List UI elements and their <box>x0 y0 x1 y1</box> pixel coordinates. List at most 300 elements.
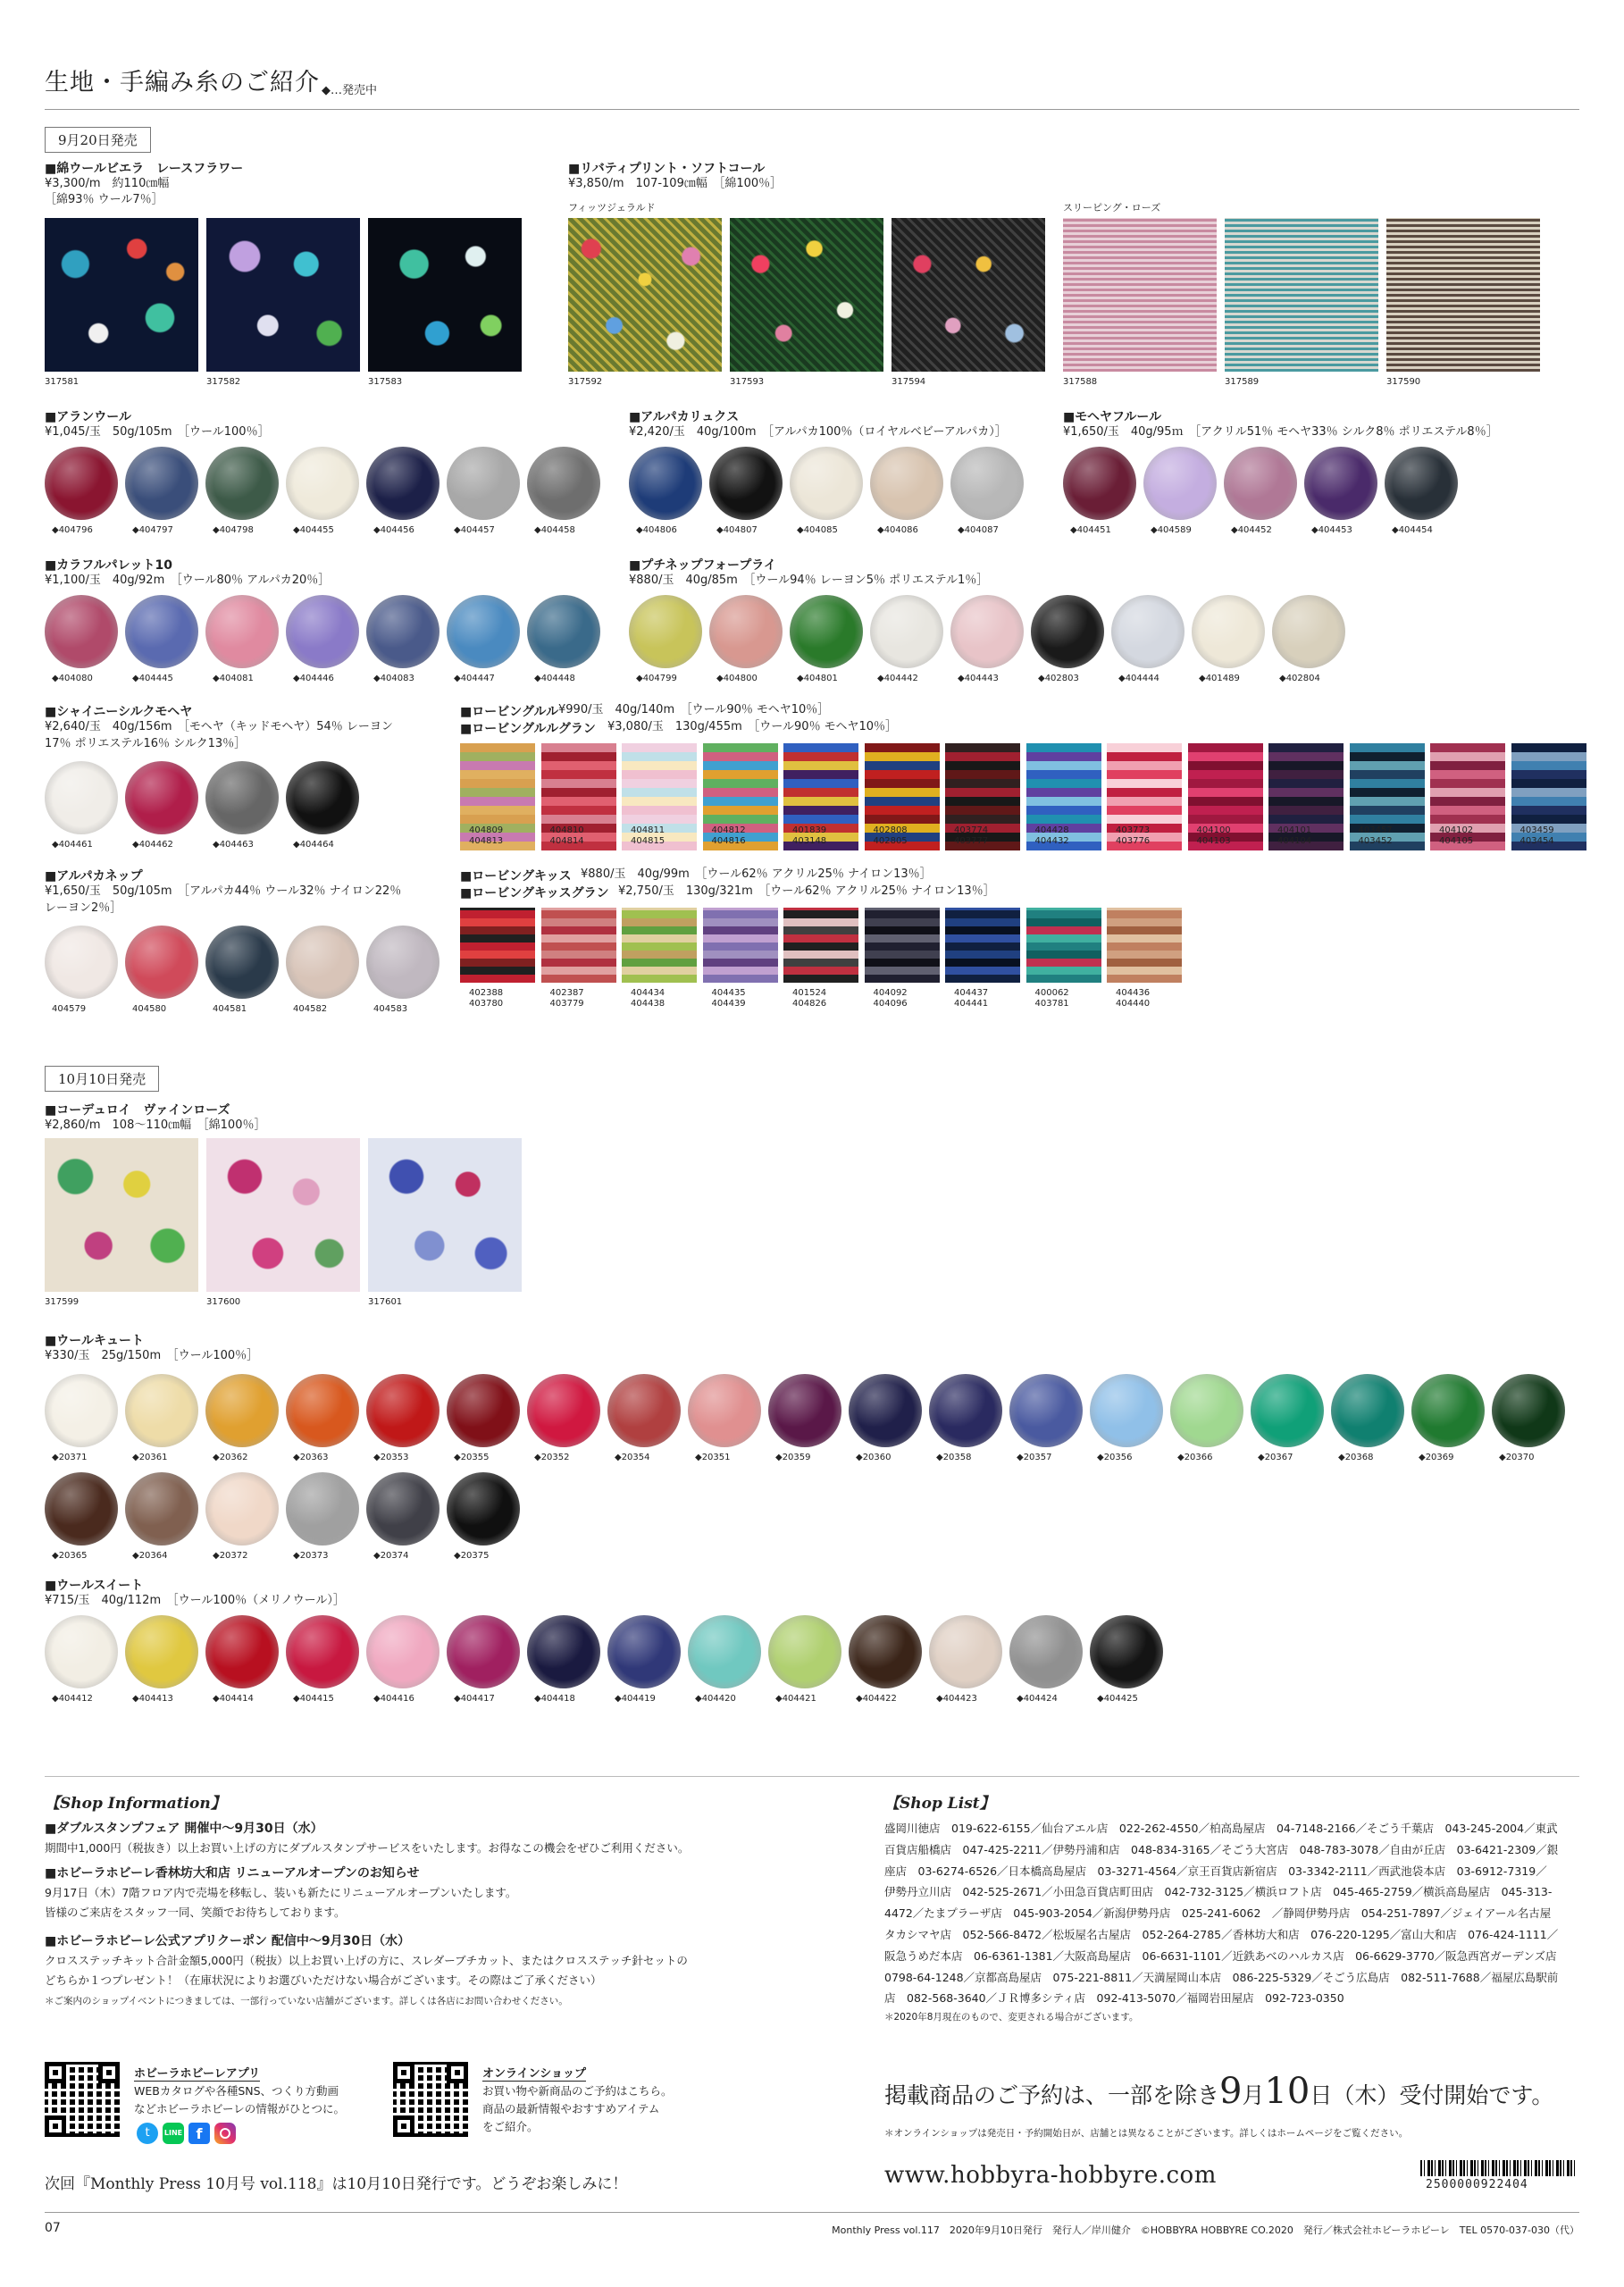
yarn-code: ◆404801 <box>797 674 838 683</box>
product-name: ■シャイニーシルクモヘヤ <box>45 705 193 719</box>
yarn-code: ◆404799 <box>636 674 677 683</box>
yarn-ball <box>1090 1615 1163 1688</box>
yarn-code: 404582 <box>293 1004 328 1014</box>
qr-corner <box>447 2062 468 2083</box>
header-note: ◆…発売中 <box>322 84 377 97</box>
product-price: ¥1,045/玉 50g/105m ［ウール100％］ <box>45 425 270 439</box>
app-title: ホビーラホビーレアプリ <box>134 2064 260 2082</box>
shop-list-line: タカシマヤ店 052-566-8472／松坂屋名古屋店 052-264-2785／香林坊大和店 076-220-1295／富山大和店 076-424-1111／ <box>884 1927 1559 1941</box>
yarn-code: ◆404461 <box>52 840 93 850</box>
yarn-ball <box>45 595 118 668</box>
shop-info-title: 【Shop Information】 <box>45 1795 226 1813</box>
fabric-code: 317592 <box>568 377 603 387</box>
instagram-icon[interactable] <box>214 2123 236 2144</box>
yarn-swatch <box>783 908 858 983</box>
yarn-code: ◆404798 <box>213 525 254 535</box>
yarn-code: ◆404417 <box>454 1694 495 1704</box>
yarn-ball <box>849 1615 922 1688</box>
yarn-code: ◆402803 <box>1038 674 1079 683</box>
yarn-code: ◆404422 <box>856 1694 897 1704</box>
yarn-ball <box>45 761 118 834</box>
product-name: ■ロービングルル <box>460 705 559 719</box>
yarn-ball <box>950 595 1024 668</box>
yarn-ball <box>205 1615 279 1688</box>
yarn-code: ◆404457 <box>454 525 495 535</box>
qr-corner <box>393 2115 414 2137</box>
barcode-number: 2500000922404 <box>1426 2178 1528 2191</box>
product-name: ■コーデュロイ ヴァインローズ <box>45 1103 230 1118</box>
product-price: ¥3,850/m 107-109㎝幅 ［綿100％］ <box>568 177 783 190</box>
yarn-code: 402388 403780 <box>469 988 504 1009</box>
yarn-code: ◆404456 <box>373 525 414 535</box>
yarn-ball <box>1063 447 1136 520</box>
online-title: オンラインショップ <box>482 2064 586 2082</box>
yarn-code: ◆404081 <box>213 674 254 683</box>
product-name: ■ウールスイート <box>45 1579 144 1593</box>
yarn-code: ◆404423 <box>936 1694 977 1704</box>
yarn-ball <box>709 447 783 520</box>
product-name: ■アランウール <box>45 410 131 424</box>
yarn-ball <box>205 1472 279 1546</box>
yarn-ball <box>125 447 198 520</box>
yarn-code: ◆20352 <box>534 1453 570 1462</box>
yarn-code: ◆404448 <box>534 674 575 683</box>
reserve-text: 日（木）受付開始です。 <box>1310 2082 1554 2108</box>
yarn-code: 402808 402805 <box>873 825 908 846</box>
product-name: ■モヘヤフルール <box>1063 410 1162 424</box>
yarn-code: ◆404444 <box>1118 674 1159 683</box>
fabric-code: 317601 <box>368 1297 403 1307</box>
product-price: ¥1,100/玉 40g/92m ［ウール80％ アルパカ20％］ <box>45 574 331 587</box>
yarn-code: 404811 404815 <box>631 825 666 846</box>
yarn-ball <box>768 1615 841 1688</box>
yarn-code: ◆20371 <box>52 1453 88 1462</box>
yarn-code: ◆404447 <box>454 674 495 683</box>
yarn-code: 404579 <box>52 1004 87 1014</box>
yarn-code: ◆20355 <box>454 1453 490 1462</box>
yarn-code: 401839 403148 <box>792 825 827 846</box>
yarn-ball <box>870 447 943 520</box>
info-heading: ■ダブルスタンプフェア 開催中〜9月30日（水） <box>45 1822 323 1836</box>
yarn-ball <box>629 447 702 520</box>
yarn-code: ◆20353 <box>373 1453 409 1462</box>
shop-list-line: 伊勢丹立川店 042-525-2671／小田急百貨店町田店 042-732-3125／横浜ロフト店 045-465-2759／横浜高島屋店 045-313- <box>884 1885 1553 1899</box>
yarn-code: 403773 403776 <box>1116 825 1151 846</box>
yarn-ball <box>1224 447 1297 520</box>
yarn-code: ◆404797 <box>132 525 173 535</box>
fabric-subtitle: スリーピング・ローズ <box>1063 202 1161 214</box>
yarn-code: 404581 <box>213 1004 247 1014</box>
online-text: お買い物や新商品のご予約はこちら。 <box>482 2084 673 2098</box>
yarn-code: 404435 404439 <box>711 988 746 1009</box>
shop-list-line: 盛岡川徳店 019-622-6155／仙台アエル店 022-262-4550／柏高島屋店 04-7148-2166／そごう千葉店 043-245-2004／東武 <box>884 1822 1558 1835</box>
yarn-ball <box>205 595 279 668</box>
yarn-ball <box>527 595 600 668</box>
yarn-ball <box>447 1472 520 1546</box>
yarn-ball <box>1090 1374 1163 1447</box>
fabric-code: 317590 <box>1386 377 1421 387</box>
yarn-swatch <box>703 908 778 983</box>
info-text: クロスステッチキット合計金額5,000円（税抜）以上お買い上げの方に、スレダーブチカット、またはクロスステッチ針セットの <box>45 1954 688 1967</box>
yarn-swatch <box>541 908 616 983</box>
yarn-code: 404583 <box>373 1004 408 1014</box>
yarn-code: ◆20375 <box>454 1551 490 1561</box>
fabric-swatch <box>892 218 1045 372</box>
yarn-ball <box>1111 595 1185 668</box>
yarn-code: ◆404412 <box>52 1694 93 1704</box>
yarn-ball <box>929 1615 1002 1688</box>
yarn-ball <box>1331 1374 1404 1447</box>
yarn-code: 402387 403779 <box>549 988 584 1009</box>
fabric-swatch <box>45 218 198 372</box>
page-number: 07 <box>45 2221 61 2235</box>
yarn-code: ◆404453 <box>1311 525 1352 535</box>
fabric-subtitle: フィッツジェラルド <box>568 202 656 214</box>
yarn-code: 401524 404826 <box>792 988 827 1009</box>
app-text: などホビーラホビーレの情報がひとつに。 <box>134 2102 346 2115</box>
yarn-ball <box>1251 1374 1324 1447</box>
product-name: ■ロービングキッスグラン <box>460 886 609 901</box>
fabric-code: 317594 <box>892 377 926 387</box>
info-text: 皆様のご来店をスタッフ一同、笑顔でお待ちしております。 <box>45 1906 346 1919</box>
yarn-ball <box>45 447 118 520</box>
yarn-code: ◆20357 <box>1017 1453 1052 1462</box>
yarn-ball <box>366 1615 439 1688</box>
yarn-code: ◆20361 <box>132 1453 168 1462</box>
yarn-ball <box>125 1472 198 1546</box>
info-heading: ■ホビーラホビーレ公式アプリクーポン 配信中〜9月30日（水） <box>45 1934 411 1948</box>
twitter-icon[interactable]: t <box>137 2123 158 2144</box>
product-name: ■プチネップフォープライ <box>629 558 776 573</box>
yarn-code: ◆404445 <box>132 674 173 683</box>
shop-list-line: 0798-64-1248／京都高島屋店 075-221-8811／天満屋岡山本店 086-225-5329／そごう広島店 082-511-7688／福屋広島駅前 <box>884 1970 1559 1984</box>
yarn-code: ◆404413 <box>132 1694 173 1704</box>
yarn-ball <box>1272 595 1345 668</box>
online-text: をご紹介。 <box>482 2120 539 2133</box>
yarn-ball <box>1492 1374 1565 1447</box>
yarn-ball <box>1385 447 1458 520</box>
fabric-code: 317588 <box>1063 377 1098 387</box>
yarn-ball <box>366 1472 439 1546</box>
info-note: ＊ご案内のショップイベントにつきましては、一部行っていない店舗がございます。詳しくは各店にお問い合わせください。 <box>45 1996 568 2006</box>
yarn-ball <box>45 1615 118 1688</box>
yarn-ball <box>1031 595 1104 668</box>
yarn-code: 404428 404432 <box>1034 825 1069 846</box>
yarn-code: ◆20367 <box>1258 1453 1293 1462</box>
product-price: 17％ ポリエステル16％ シルク13％］ <box>45 737 247 750</box>
yarn-code: ◆20363 <box>293 1453 329 1462</box>
product-name: ■綿ウールビエラ レースフラワー <box>45 162 244 176</box>
yarn-ball <box>527 1374 600 1447</box>
yarn-code: ◆404446 <box>293 674 334 683</box>
yarn-ball <box>125 1615 198 1688</box>
website-link[interactable]: www.hobbyra-hobbyre.com <box>884 2162 1217 2189</box>
yarn-code: ◆20356 <box>1097 1453 1133 1462</box>
shop-list <box>884 1818 1581 2009</box>
yarn-ball <box>447 595 520 668</box>
barcode-icon <box>1420 2160 1578 2176</box>
product-price: ¥715/玉 40g/112m ［ウール100％（メリノウール）］ <box>45 1594 345 1607</box>
product-name: ■ウールキュート <box>45 1334 144 1348</box>
yarn-ball <box>205 761 279 834</box>
yarn-ball <box>607 1615 681 1688</box>
shop-list-line: 阪急うめだ本店 06-6361-1381／大阪高島屋店 06-6631-1101／近鉄あべのハルカス店 06-6629-3770／阪急西宮ガーデンズ店 <box>884 1948 1557 1963</box>
reserve-day: 10 <box>1264 2071 1310 2112</box>
yarn-code: ◆20364 <box>132 1551 168 1561</box>
yarn-ball <box>1009 1615 1083 1688</box>
fabric-swatch <box>368 1138 522 1292</box>
fabric-swatch <box>1225 218 1378 372</box>
yarn-swatch <box>622 908 697 983</box>
yarn-code: 400062 403781 <box>1034 988 1069 1009</box>
product-name: ■ロービングキッス <box>460 869 572 884</box>
product-price: ¥1,650/玉 50g/105m ［アルパカ44％ ウール32％ ナイロン22％ <box>45 884 402 898</box>
yarn-code: 404809 404813 <box>469 825 504 846</box>
yarn-code: 404092 404096 <box>873 988 908 1009</box>
yarn-ball <box>870 595 943 668</box>
yarn-ball <box>790 447 863 520</box>
yarn-code: ◆404807 <box>716 525 758 535</box>
yarn-code: ◆20362 <box>213 1453 248 1462</box>
yarn-ball <box>688 1615 761 1688</box>
yarn-code: ◆404083 <box>373 674 414 683</box>
yarn-code: ◆404800 <box>716 674 758 683</box>
reserve-month: 9 <box>1219 2071 1243 2112</box>
line-icon[interactable]: LINE <box>163 2123 184 2144</box>
app-text: WEBカタログや各種SNS、つくり方動画 <box>134 2084 339 2098</box>
qr-corner <box>45 2062 66 2083</box>
footer-rule <box>45 2212 1579 2213</box>
yarn-ball <box>366 595 439 668</box>
qr-corner <box>45 2115 66 2137</box>
yarn-ball <box>366 1374 439 1447</box>
product-price: ¥880/玉 40g/99m ［ウール62％ アクリル25％ ナイロン13％］ <box>581 867 932 881</box>
product-name: ■ロービングルルグラン <box>460 722 596 736</box>
yarn-code: 403459 403454 <box>1519 825 1554 846</box>
product-price: ¥2,860/m 108〜110㎝幅 ［綿100％］ <box>45 1118 266 1132</box>
yarn-ball <box>1304 447 1377 520</box>
header-rule <box>45 109 1579 110</box>
product-price: ¥2,420/玉 40g/100m ［アルパカ100％（ロイヤルベビーアルパカ）］ <box>629 425 1007 439</box>
yarn-code: ◆404458 <box>534 525 575 535</box>
date-label-oct: 10月10日発売 <box>45 1066 159 1092</box>
yarn-code: ◆404464 <box>293 840 334 850</box>
page-title: 生地・手編み糸のご紹介 <box>45 69 320 96</box>
yarn-ball <box>1009 1374 1083 1447</box>
yarn-code: 404434 404438 <box>631 988 666 1009</box>
qr-corner <box>98 2062 120 2083</box>
info-rule <box>45 1776 1579 1777</box>
product-name: ■カラフルパレット10 <box>45 558 173 573</box>
yarn-code: ◆404414 <box>213 1694 254 1704</box>
yarn-ball <box>929 1374 1002 1447</box>
shop-list-title: 【Shop List】 <box>884 1795 995 1813</box>
yarn-code: ◆20360 <box>856 1453 892 1462</box>
yarn-ball <box>125 1374 198 1447</box>
yarn-swatch <box>945 908 1020 983</box>
reserve-text: 掲載商品のご予約は、一部を除き <box>884 2082 1220 2108</box>
yarn-ball <box>768 1374 841 1447</box>
fabric-swatch <box>568 218 722 372</box>
yarn-ball <box>286 761 359 834</box>
yarn-code: 403774 403777 <box>954 825 989 846</box>
yarn-code: ◆404419 <box>615 1694 656 1704</box>
fabric-swatch <box>368 218 522 372</box>
yarn-swatch <box>1107 908 1182 983</box>
yarn-code: ◆20359 <box>775 1453 811 1462</box>
yarn-swatch <box>460 908 535 983</box>
yarn-code: 404100 404103 <box>1196 825 1231 846</box>
fabric-swatch <box>206 1138 360 1292</box>
yarn-code: ◆20358 <box>936 1453 972 1462</box>
reserve-text: 月 <box>1242 2082 1265 2108</box>
yarn-ball <box>527 1615 600 1688</box>
yarn-code: ◆404080 <box>52 674 93 683</box>
fabric-swatch <box>730 218 883 372</box>
yarn-ball <box>286 1374 359 1447</box>
yarn-code: ◆404452 <box>1231 525 1272 535</box>
info-text: 期間中1,000円（税抜き）以上お買い上げの方にダブルスタンプサービスをいたします。お得なこの機会をぜひご利用ください。 <box>45 1841 690 1855</box>
yarn-ball <box>527 447 600 520</box>
yarn-code: ◆404454 <box>1392 525 1433 535</box>
yarn-swatch <box>865 908 940 983</box>
info-text: 9月17日（木）7階フロア内で売場を移転し、装いも新たにリニューアルオープンいたします。 <box>45 1886 517 1899</box>
shop-list-line: 座店 03-6274-6526／日本橋高島屋店 03-3271-4564／京王百貨店新宿店 03-3342-2111／西武池袋本店 03-6912-7319／ <box>884 1864 1547 1878</box>
fabric-code: 317582 <box>206 377 241 387</box>
yarn-ball <box>125 926 198 999</box>
info-text: どちらか１つプレゼント！（在庫状況によりお選びいただけない場合がございます。その際はご了承ください） <box>45 1973 602 1987</box>
yarn-code: ◆404415 <box>293 1694 334 1704</box>
product-price: ¥330/玉 25g/150m ［ウール100％］ <box>45 1349 259 1362</box>
facebook-icon[interactable]: f <box>188 2123 210 2144</box>
product-name: ■リバティプリント・ソフトコール <box>568 162 766 176</box>
date-label-sept: 9月20日発売 <box>45 127 151 153</box>
product-price: ¥2,640/玉 40g/156m ［モヘヤ（キッドモヘヤ）54％ レーヨン <box>45 720 393 733</box>
yarn-code: ◆404420 <box>695 1694 736 1704</box>
product-price: ¥2,750/玉 130g/321m ［ウール62％ アクリル25％ ナイロン13％］ <box>618 884 995 898</box>
yarn-code: ◆404087 <box>958 525 999 535</box>
fabric-code: 317589 <box>1225 377 1260 387</box>
yarn-ball <box>286 1472 359 1546</box>
shop-list-line: 百貨店船橋店 047-425-2211／伊勢丹浦和店 048-834-3165／そごう大宮店 048-783-3078／自由が丘店 03-6421-2309／銀 <box>884 1842 1559 1856</box>
yarn-code: 404102 404105 <box>1439 825 1474 846</box>
fabric-code: 317583 <box>368 377 403 387</box>
yarn-ball <box>125 595 198 668</box>
yarn-ball <box>447 1374 520 1447</box>
yarn-ball <box>950 447 1024 520</box>
yarn-ball <box>447 1615 520 1688</box>
yarn-ball <box>366 926 439 999</box>
product-price: ¥3,080/玉 130g/455m ［ウール90％ モヘヤ10％］ <box>607 720 897 733</box>
yarn-ball <box>447 447 520 520</box>
reserve-banner <box>884 2071 1553 2112</box>
yarn-code: ◆402804 <box>1279 674 1320 683</box>
yarn-code: ◆404442 <box>877 674 918 683</box>
yarn-code: ◆404796 <box>52 525 93 535</box>
yarn-code: ◆20365 <box>52 1551 88 1561</box>
product-price: ¥880/玉 40g/85m ［ウール94％ レーヨン5％ ポリエステル1％］ <box>629 574 989 587</box>
shop-list-line: 4472／たまプラーザ店 045-903-2054／新潟伊勢丹店 025-241-6062 ／静岡伊勢丹店 054-251-7897／ジェイアール名古屋 <box>884 1906 1552 1921</box>
fabric-swatch <box>1063 218 1217 372</box>
yarn-ball <box>1170 1374 1243 1447</box>
fabric-code: 317600 <box>206 1297 241 1307</box>
yarn-ball <box>1411 1374 1485 1447</box>
yarn-code: ◆404425 <box>1097 1694 1138 1704</box>
yarn-code: 404437 404441 <box>954 988 989 1009</box>
product-price: ¥3,300/m 約110㎝幅 <box>45 177 170 190</box>
yarn-ball <box>849 1374 922 1447</box>
yarn-code: ◆404455 <box>293 525 334 535</box>
yarn-swatch <box>1026 908 1101 983</box>
yarn-ball <box>366 447 439 520</box>
next-issue: 次回『Monthly Press 10月号 vol.118』は10月10日発行です。どうぞお楽しみに！ <box>45 2175 628 2193</box>
product-name: ■アルパカネップ <box>45 869 143 884</box>
yarn-code: 404101 404104 <box>1277 825 1312 846</box>
fabric-swatch <box>1386 218 1540 372</box>
yarn-ball <box>629 595 702 668</box>
yarn-code: ◆404424 <box>1017 1694 1058 1704</box>
yarn-code: ◆20370 <box>1499 1453 1535 1462</box>
yarn-code: 404436 404440 <box>1116 988 1151 1009</box>
yarn-ball <box>286 926 359 999</box>
yarn-code: ◆20368 <box>1338 1453 1374 1462</box>
yarn-code: ◆20373 <box>293 1551 329 1561</box>
yarn-code: ◆20354 <box>615 1453 650 1462</box>
yarn-ball <box>45 926 118 999</box>
yarn-ball <box>205 1374 279 1447</box>
fabric-code: 317599 <box>45 1297 80 1307</box>
yarn-ball <box>45 1472 118 1546</box>
shop-list-note: ＊2020年8月現在のもので、変更される場合がございます。 <box>884 2012 1139 2023</box>
qr-corner <box>393 2062 414 2083</box>
fabric-code: 317593 <box>730 377 765 387</box>
product-composition: ［綿93％ ウール7％］ <box>45 193 163 206</box>
yarn-code: 404580 <box>132 1004 167 1014</box>
yarn-code: ◆404085 <box>797 525 838 535</box>
yarn-code: ◆404418 <box>534 1694 575 1704</box>
fabric-swatch <box>206 218 360 372</box>
yarn-code: ◆404589 <box>1151 525 1192 535</box>
yarn-ball <box>688 1374 761 1447</box>
yarn-ball <box>607 1374 681 1447</box>
yarn-code: ◆404443 <box>958 674 999 683</box>
product-price: レーヨン2％］ <box>45 901 122 915</box>
yarn-ball <box>286 1615 359 1688</box>
yarn-code: ◆404416 <box>373 1694 414 1704</box>
fabric-code: 317581 <box>45 377 80 387</box>
reserve-note: ＊オンラインショップは発売日・予約開始日が、店舗とは異なることがございます。詳しくはホームページをご覧ください。 <box>884 2128 1409 2139</box>
footer-credits: Monthly Press vol.117 2020年9月10日発行 発行人／岸川健介 ©HOBBYRA HOBBYRE CO.2020 発行／株式会社ホビーラホビーレ TEL 0570-037-030（代） <box>832 2224 1579 2236</box>
yarn-code: ◆404806 <box>636 525 677 535</box>
yarn-code: ◆404462 <box>132 840 173 850</box>
product-price: ¥990/玉 40g/140m ［ウール90％ モヘヤ10％］ <box>558 703 830 716</box>
yarn-ball <box>286 595 359 668</box>
yarn-code: 404810 404814 <box>549 825 584 846</box>
yarn-ball <box>45 1374 118 1447</box>
yarn-ball <box>125 761 198 834</box>
yarn-code: ◆404451 <box>1070 525 1111 535</box>
info-heading: ■ホビーラホビーレ香林坊大和店 リニューアルオープンのお知らせ <box>45 1866 420 1881</box>
yarn-code: ◆404421 <box>775 1694 816 1704</box>
yarn-code: ◆404463 <box>213 840 254 850</box>
online-text: 商品の最新情報やおすすめアイテム <box>482 2102 660 2115</box>
yarn-code: 404812 404816 <box>711 825 746 846</box>
yarn-ball <box>1143 447 1217 520</box>
yarn-code: ◆404086 <box>877 525 918 535</box>
yarn-ball <box>205 447 279 520</box>
yarn-code: 403457 403452 <box>1358 825 1393 846</box>
yarn-ball <box>709 595 783 668</box>
